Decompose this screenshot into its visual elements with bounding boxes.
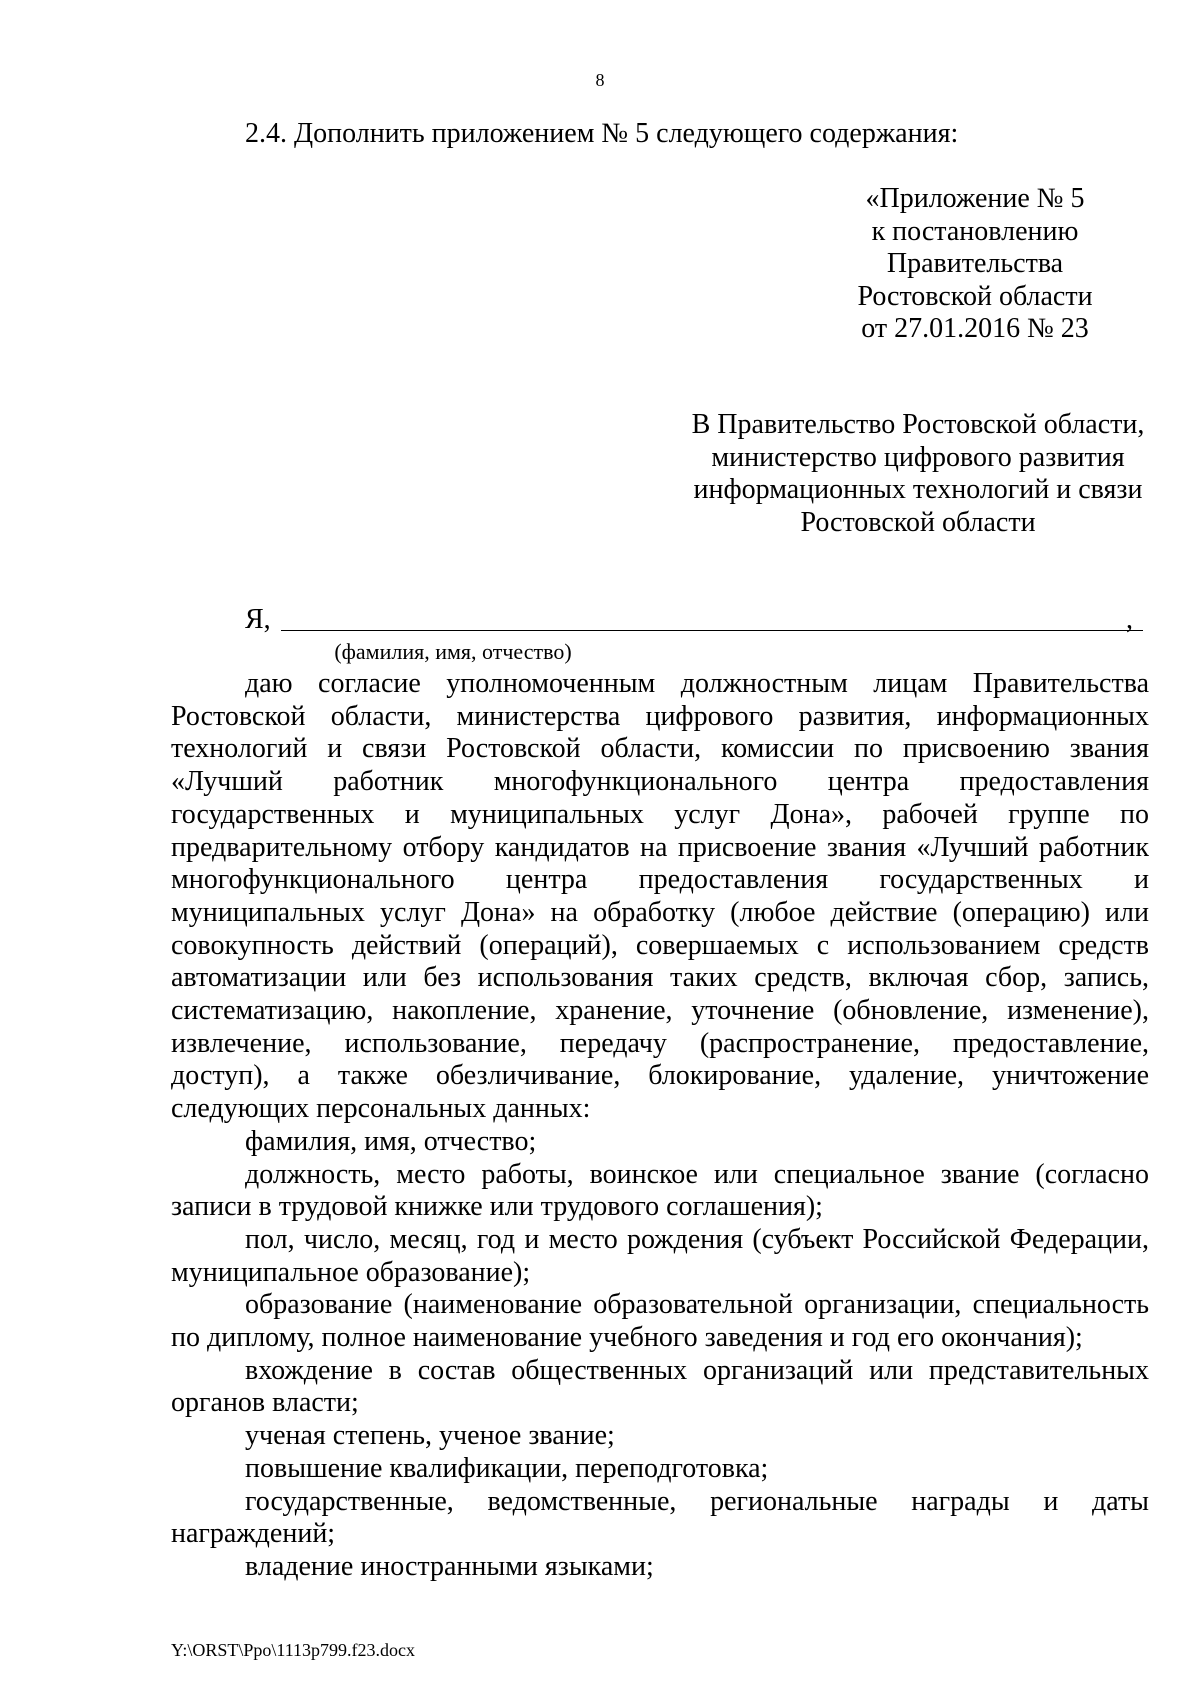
data-item: владение иностранными языками; (245, 1550, 654, 1582)
consent-paragraph: даю согласие уполномоченным должностным лицам Правительства Ростовской области, министерства цифрового развития, информационных технологий и связи Ростовской области, комиссии по присвоению звания «Лучший работник многофункционального центра предоставления государственных и муниципальных услуг Дона», рабочей группе по предварительному отбору кандидатов на присвоение звания «Лучший работник многофункционального центра предоставления государственных и муниципальных услуг Дона» на обработку (любое действие (операцию) или совокупность действий (операций), совершаемых с использованием средств автоматизации или без использования таких средств, включая сбор, запись, систематизацию, накопление, хранение, уточнение (обновление, изменение), извлечение, использование, передачу (распространение, предоставление, доступ), а также обезличивание, блокирование, удаление, уничтожение следующих персональных данных: (171, 668, 1149, 1125)
data-item: повышение квалификации, переподготовка; (245, 1452, 769, 1484)
page-number: 8 (595, 70, 605, 90)
addressee-block (668, 409, 1168, 539)
addressee-line: информационных технологий и связи (693, 474, 1143, 505)
data-item: вхождение в состав общественных организаций или представительных органов власти; (171, 1354, 1149, 1419)
appendix-line: к постановлению (871, 215, 1079, 247)
data-item: ученая степень, ученое звание; (245, 1420, 615, 1452)
appendix-line: Правительства (886, 248, 1064, 279)
data-item: государственные, ведомственные, региональные награды и даты награждений; (171, 1485, 1149, 1550)
appendix-line: «Приложение № 5 (865, 183, 1085, 214)
data-item: пол, число, месяц, год и место рождения (субъект Российской Федерации, муниципальное образование); (171, 1223, 1149, 1288)
consent-body (171, 668, 1149, 1584)
appendix-header (780, 183, 1170, 346)
file-path-footer: Y:\ORST\Ppo\1113p799.f23.docx (171, 1640, 416, 1660)
fio-prefix: Я, (245, 604, 271, 635)
fio-caption: (фамилия, имя, отчество) (334, 639, 572, 664)
intro-paragraph: 2.4. Дополнить приложением № 5 следующего содержания: (245, 118, 959, 149)
addressee-line: министерство цифрового развития (711, 441, 1125, 473)
fio-comma: , (1126, 604, 1133, 635)
fio-blank-field (281, 630, 1143, 631)
data-item: образование (наименование образовательной организации, специальность по диплому, полное наименование учебного заведения и год его окончания); (171, 1289, 1149, 1354)
appendix-line: от 27.01.2016 № 23 (861, 313, 1089, 344)
data-item: должность, место работы, воинское или специальное звание (согласно записи в трудовой книжке или трудового соглашения); (171, 1158, 1149, 1223)
addressee-line: Ростовской области (800, 506, 1036, 538)
data-item: фамилия, имя, отчество; (245, 1125, 537, 1157)
appendix-line: Ростовской области (857, 280, 1093, 312)
fio-line (245, 604, 1165, 638)
addressee-line: В Правительство Ростовской области, (691, 409, 1145, 440)
